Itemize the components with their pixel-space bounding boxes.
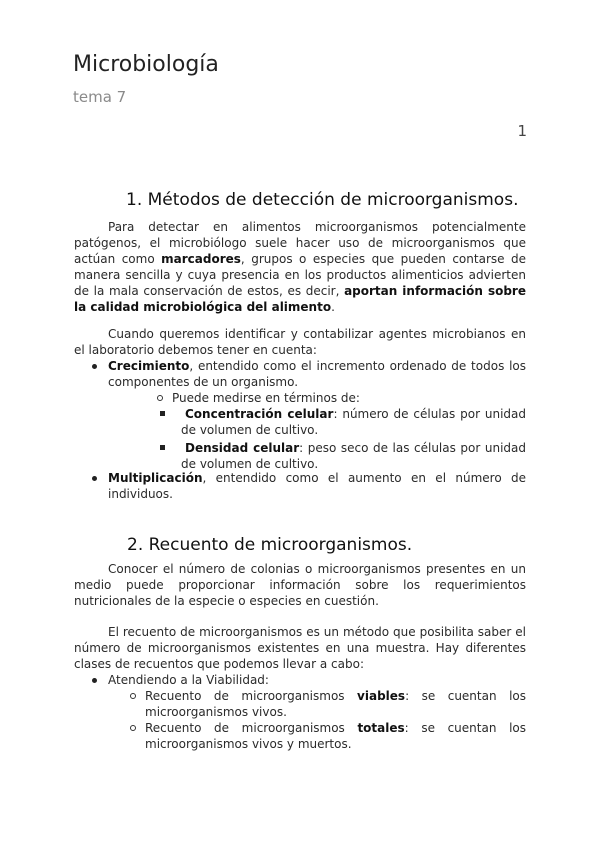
- text-run: Para detectar en alimentos microorganismos potencialmente patógenos, el microbiólogo suele hacer uso de microorganismos que actúan como: [74, 220, 526, 266]
- section-1-paragraph-1: [74, 219, 526, 315]
- list-item-viabilidad: [108, 672, 526, 688]
- text-run: : peso seco de las células por unidad de volumen de cultivo.: [181, 441, 526, 471]
- bold-run: Crecimiento: [108, 359, 190, 373]
- section-2-paragraph-2: [74, 624, 526, 672]
- bold-run: aportan información sobre la calidad microbiológica del alimento: [74, 284, 526, 314]
- section-2-heading: 2. Recuento de microorganismos.: [127, 535, 413, 555]
- list-item-densidad: [181, 440, 526, 472]
- section-2-sublist: [145, 688, 526, 752]
- list-item-concentracion: [181, 406, 526, 438]
- document-subtitle: tema 7: [73, 88, 127, 106]
- page-number: 1: [517, 122, 527, 140]
- text-run: Recuento de microorganismos: [145, 721, 358, 735]
- bold-run: marcadores: [161, 252, 241, 266]
- text-run: : se cuentan los microorganismos vivos.: [145, 689, 526, 719]
- section-1-sublist: [172, 390, 526, 406]
- section-1-subsublist: [181, 406, 526, 472]
- section-1-list-2: [108, 470, 526, 502]
- list-item-totales: [145, 720, 526, 752]
- bold-run: Concentración celular: [185, 407, 334, 421]
- list-item-viables: [145, 688, 526, 720]
- bold-run: viables: [357, 689, 406, 703]
- text-run: , grupos o especies que pueden contarse de manera sencilla y cuya presencia en los productos alimenticios advierten de la mala conservación de estos, es decir,: [74, 252, 526, 298]
- list-item-crecimiento: [108, 358, 526, 390]
- text-run: , entendido como el aumento en el número de individuos.: [108, 471, 526, 501]
- section-1-paragraph-2: [74, 326, 526, 358]
- text-run: : número de células por unidad de volumen de cultivo.: [181, 407, 527, 437]
- text-run: , entendido como el incremento ordenado de todos los componentes de un organismo.: [108, 359, 526, 389]
- section-1-list: [108, 358, 526, 390]
- text-run: Cuando queremos identificar y contabilizar agentes microbianos en el laboratorio debemos tener en cuenta:: [74, 327, 526, 357]
- text-run: .: [331, 300, 335, 314]
- bold-run: Densidad celular: [185, 441, 300, 455]
- bold-run: totales: [357, 721, 405, 735]
- section-2-list: [108, 672, 526, 688]
- text-run: Conocer el número de colonias o microorganismos presentes en un medio puede proporcionar información sobre los requerimientos nutricionales de la especie o especies en cuestión.: [74, 562, 526, 608]
- text-run: El recuento de microorganismos es un método que posibilita saber el número de microorganismos existentes en una muestra. Hay diferentes clases de recuentos que podemos llevar a cabo:: [74, 625, 526, 671]
- text-run: Atendiendo a la Viabilidad:: [108, 673, 269, 687]
- text-run: Recuento de microorganismos: [145, 689, 358, 703]
- section-2-paragraph-1: [74, 561, 526, 609]
- bold-run: Multiplicación: [108, 471, 203, 485]
- document-title: Microbiología: [73, 52, 219, 77]
- text-run: Puede medirse en términos de:: [172, 391, 360, 405]
- list-item-medirse: [172, 390, 526, 406]
- list-item-multiplicacion: [108, 470, 526, 502]
- text-run: : se cuentan los microorganismos vivos y muertos.: [145, 721, 526, 751]
- section-1-heading: 1. Métodos de detección de microorganismos.: [126, 190, 519, 210]
